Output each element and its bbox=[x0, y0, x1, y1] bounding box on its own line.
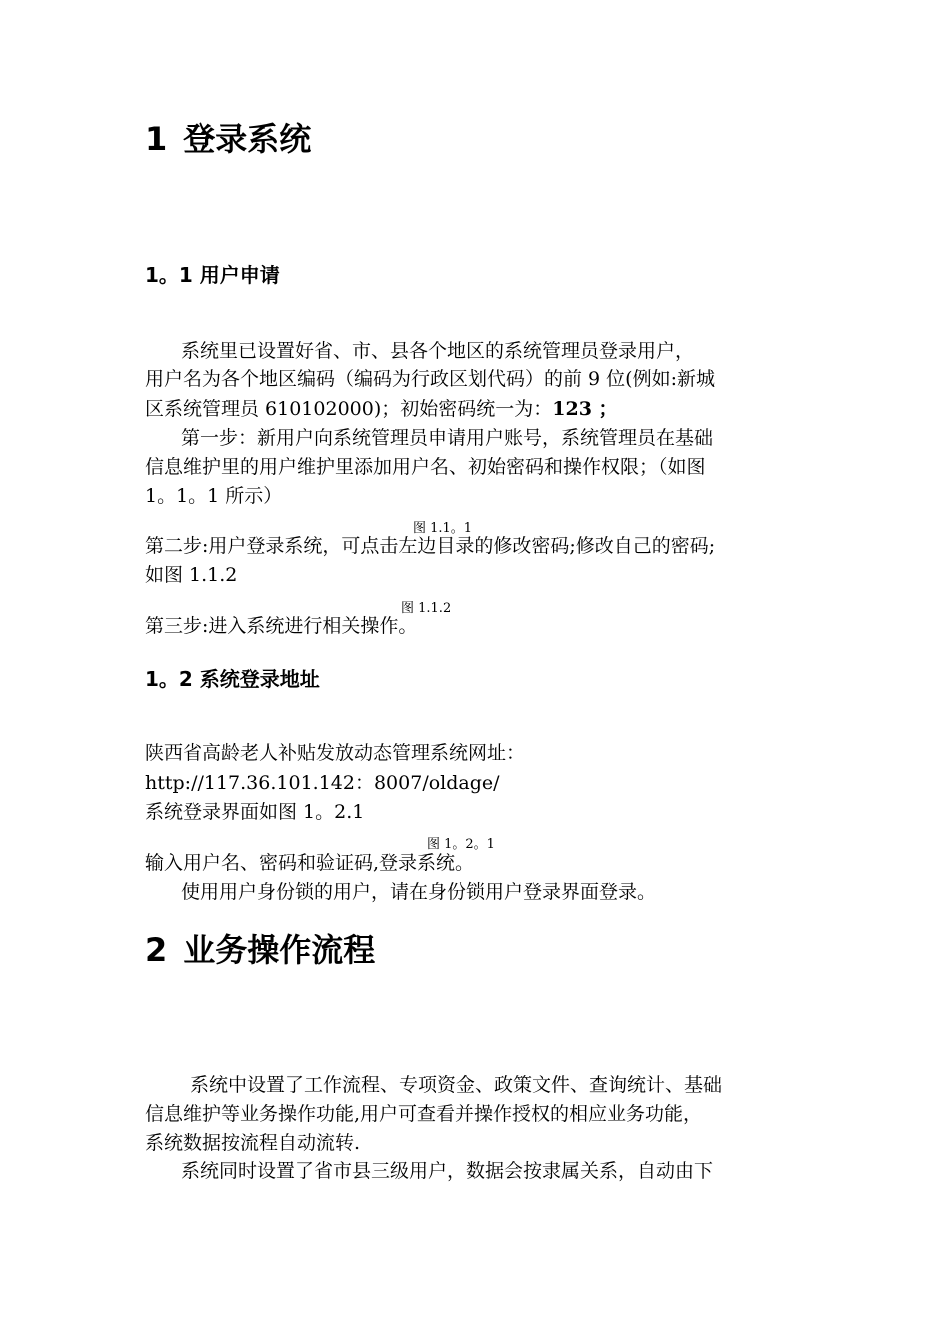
paragraph-line: 用户名为各个地区编码（编码为行政区划代码）的前 9 位(例如:新城 bbox=[145, 368, 715, 390]
paragraph-line: 第三步:进入系统进行相关操作。 bbox=[145, 615, 418, 637]
paragraph-line: 输入用户名、密码和验证码,登录系统。 bbox=[145, 852, 475, 874]
paragraph-line: 系统同时设置了省市县三级用户，数据会按隶属关系，自动由下 bbox=[181, 1160, 714, 1182]
figure-caption: 图 1.1.2 bbox=[401, 601, 452, 616]
section-1-number: 1 bbox=[145, 120, 168, 158]
paragraph-line: 系统中设置了工作流程、专项资金、政策文件、查询统计、基础 bbox=[190, 1074, 723, 1096]
section-2-heading bbox=[145, 925, 375, 971]
paragraph-line: 信息维护等业务操作功能,用户可查看并操作授权的相应业务功能， bbox=[145, 1103, 703, 1125]
section-2-title: 业务操作流程 bbox=[183, 931, 376, 969]
paragraph-line bbox=[145, 396, 618, 423]
subsection-1-2-heading: 1。2 系统登录地址 bbox=[145, 667, 320, 691]
system-url: http://117.36.101.142：8007/oldage/ bbox=[145, 772, 500, 794]
paragraph-line: 信息维护里的用户维护里添加用户名、初始密码和操作权限；（如图 bbox=[145, 456, 706, 478]
paragraph-line: 陕西省高龄老人补贴发放动态管理系统网址： bbox=[145, 742, 526, 764]
paragraph-line: 系统数据按流程自动流转. bbox=[145, 1132, 361, 1154]
paragraph-line: 系统里已设置好省、市、县各个地区的系统管理员登录用户， bbox=[181, 340, 695, 362]
paragraph-line: 如图 1.1.2 bbox=[145, 564, 238, 586]
paragraph-line: 系统登录界面如图 1。2.1 bbox=[145, 801, 365, 823]
section-2-number: 2 bbox=[145, 931, 168, 969]
paragraph-line: 第一步：新用户向系统管理员申请用户账号，系统管理员在基础 bbox=[181, 427, 714, 449]
section-1-title: 登录系统 bbox=[183, 120, 312, 158]
paragraph-line: 1。1。1 所示） bbox=[145, 485, 283, 507]
password-label: 区系统管理员 610102000)；初始密码统一为： bbox=[145, 398, 553, 420]
paragraph-line: 使用用户身份锁的用户，请在身份锁用户登录界面登录。 bbox=[181, 881, 657, 903]
section-1-heading bbox=[145, 114, 311, 160]
initial-password: 123 ； bbox=[552, 398, 618, 420]
paragraph-line: 第二步:用户登录系统，可点击左边目录的修改密码;修改自己的密码; bbox=[145, 535, 716, 557]
subsection-1-1-heading: 1。1 用户申请 bbox=[145, 263, 280, 287]
figure-caption: 图 1.1。1 bbox=[413, 521, 473, 536]
figure-caption: 图 1。2。1 bbox=[427, 837, 495, 852]
